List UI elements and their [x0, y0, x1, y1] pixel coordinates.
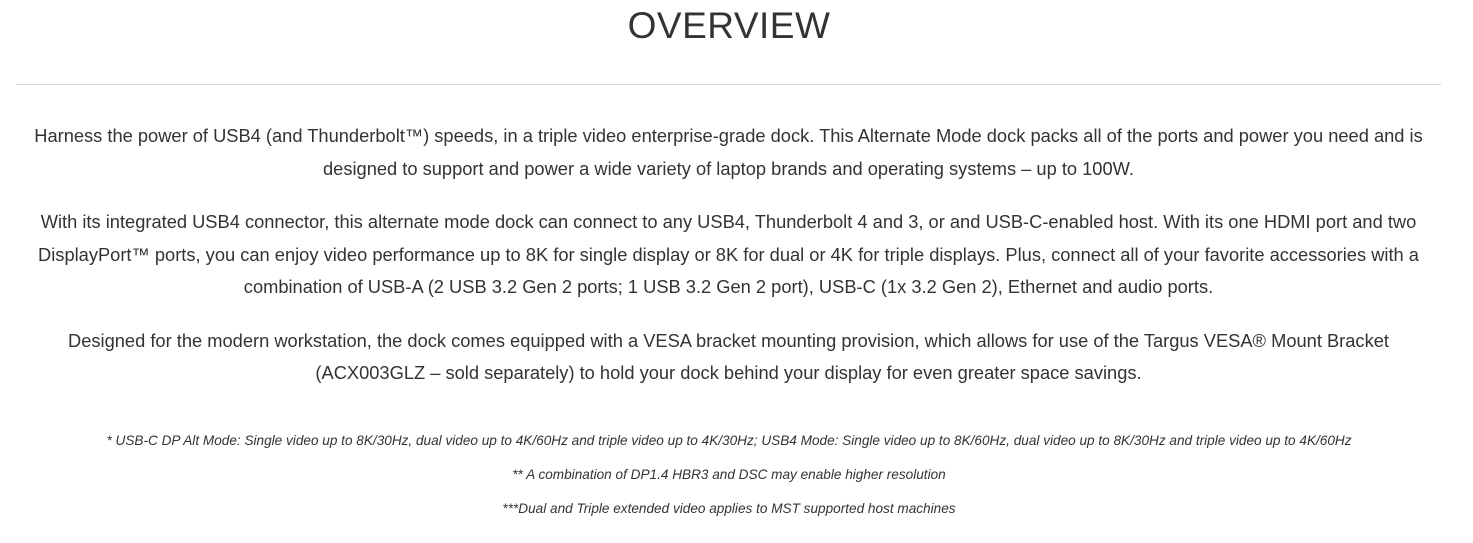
overview-body	[16, 120, 1441, 411]
footnote-video-modes: * USB-C DP Alt Mode: Single video up to 8K/30Hz, dual video up to 4K/60Hz and triple video up to 4K/30Hz; USB4 Mode: Single video up to 8K/60Hz, dual video up to 8K/30Hz and triple video up to 4K/60Hz	[106, 433, 1352, 448]
section-divider	[16, 84, 1441, 85]
overview-paragraph-connectivity: With its integrated USB4 connector, this alternate mode dock can connect to any USB4, Thunderbolt 4 and 3, or and USB-C-enabled host. With its one HDMI port and two DisplayPort™ ports, you can enjoy video performance up to 8K for single display or 8K for dual or 4K for triple displays. Plus, connect all of your favorite accessories with a combination of USB-A (2 USB 3.2 Gen 2 ports; 1 USB 3.2 Gen 2 port), USB-C (1x 3.2 Gen 2), Ethernet and audio ports.	[38, 211, 1419, 297]
section-title: OVERVIEW	[627, 5, 831, 46]
footnotes	[0, 432, 1458, 534]
footnote-resolution: ** A combination of DP1.4 HBR3 and DSC may enable higher resolution	[512, 467, 946, 482]
overview-paragraph-mounting: Designed for the modern workstation, the dock comes equipped with a VESA bracket mounting provision, which allows for use of the Targus VESA® Mount Bracket (ACX003GLZ – sold separately) to hold your dock behind your display for even greater space savings.	[68, 329, 1389, 383]
overview-paragraph-power: Harness the power of USB4 (and Thunderbolt™) speeds, in a triple video enterprise-grade dock. This Alternate Mode dock packs all of the ports and power you need and is designed to support and power a wide variety of laptop brands and operating systems – up to 100W.	[34, 125, 1423, 179]
footnote-mst: ***Dual and Triple extended video applies to MST supported host machines	[502, 501, 956, 516]
